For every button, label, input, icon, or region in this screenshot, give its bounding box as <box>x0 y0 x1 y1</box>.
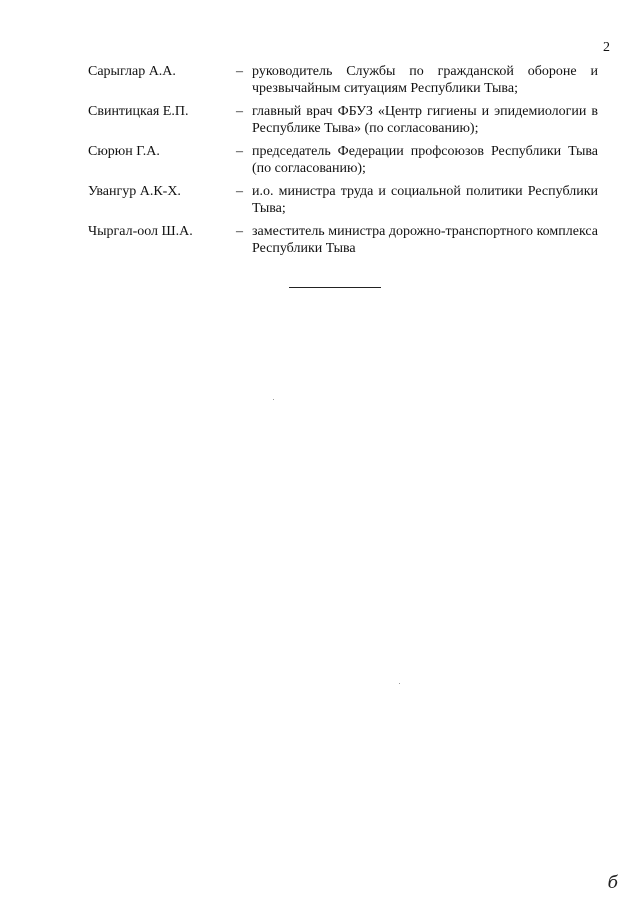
member-name: Сюрюн Г.А. <box>88 144 160 159</box>
member-dash: – <box>236 224 243 239</box>
member-name: Свинтицкая Е.П. <box>88 104 189 119</box>
member-row <box>88 103 598 137</box>
member-role: и.о. министра труда и социальной политики Республики Тыва; <box>252 184 598 216</box>
member-role: руководитель Службы по гражданской обороне и чрезвычайным ситуациям Республики Тыва; <box>252 64 598 96</box>
member-name: Увангур А.К-Х. <box>88 184 181 199</box>
member-role: главный врач ФБУЗ «Центр гигиены и эпидемиологии в Республике Тыва» (по согласованию); <box>252 104 598 136</box>
member-role: заместитель министра дорожно-транспортного комплекса Республики Тыва <box>252 224 598 256</box>
page-number: 2 <box>603 40 610 55</box>
handwritten-page-mark: б <box>607 873 618 893</box>
member-dash: – <box>236 64 243 79</box>
member-row <box>88 143 598 177</box>
scan-speck <box>273 399 274 400</box>
member-row <box>88 63 598 97</box>
commission-member-list <box>88 63 598 263</box>
closing-divider <box>289 287 381 288</box>
member-row <box>88 223 598 257</box>
member-name: Сарыглар А.А. <box>88 64 176 79</box>
scan-speck <box>399 683 400 684</box>
member-dash: – <box>236 104 243 119</box>
member-dash: – <box>236 144 243 159</box>
member-row <box>88 183 598 217</box>
member-role: председатель Федерации профсоюзов Республики Тыва (по согласованию); <box>252 144 598 176</box>
member-name: Чыргал-оол Ш.А. <box>88 224 193 239</box>
member-dash: – <box>236 184 243 199</box>
